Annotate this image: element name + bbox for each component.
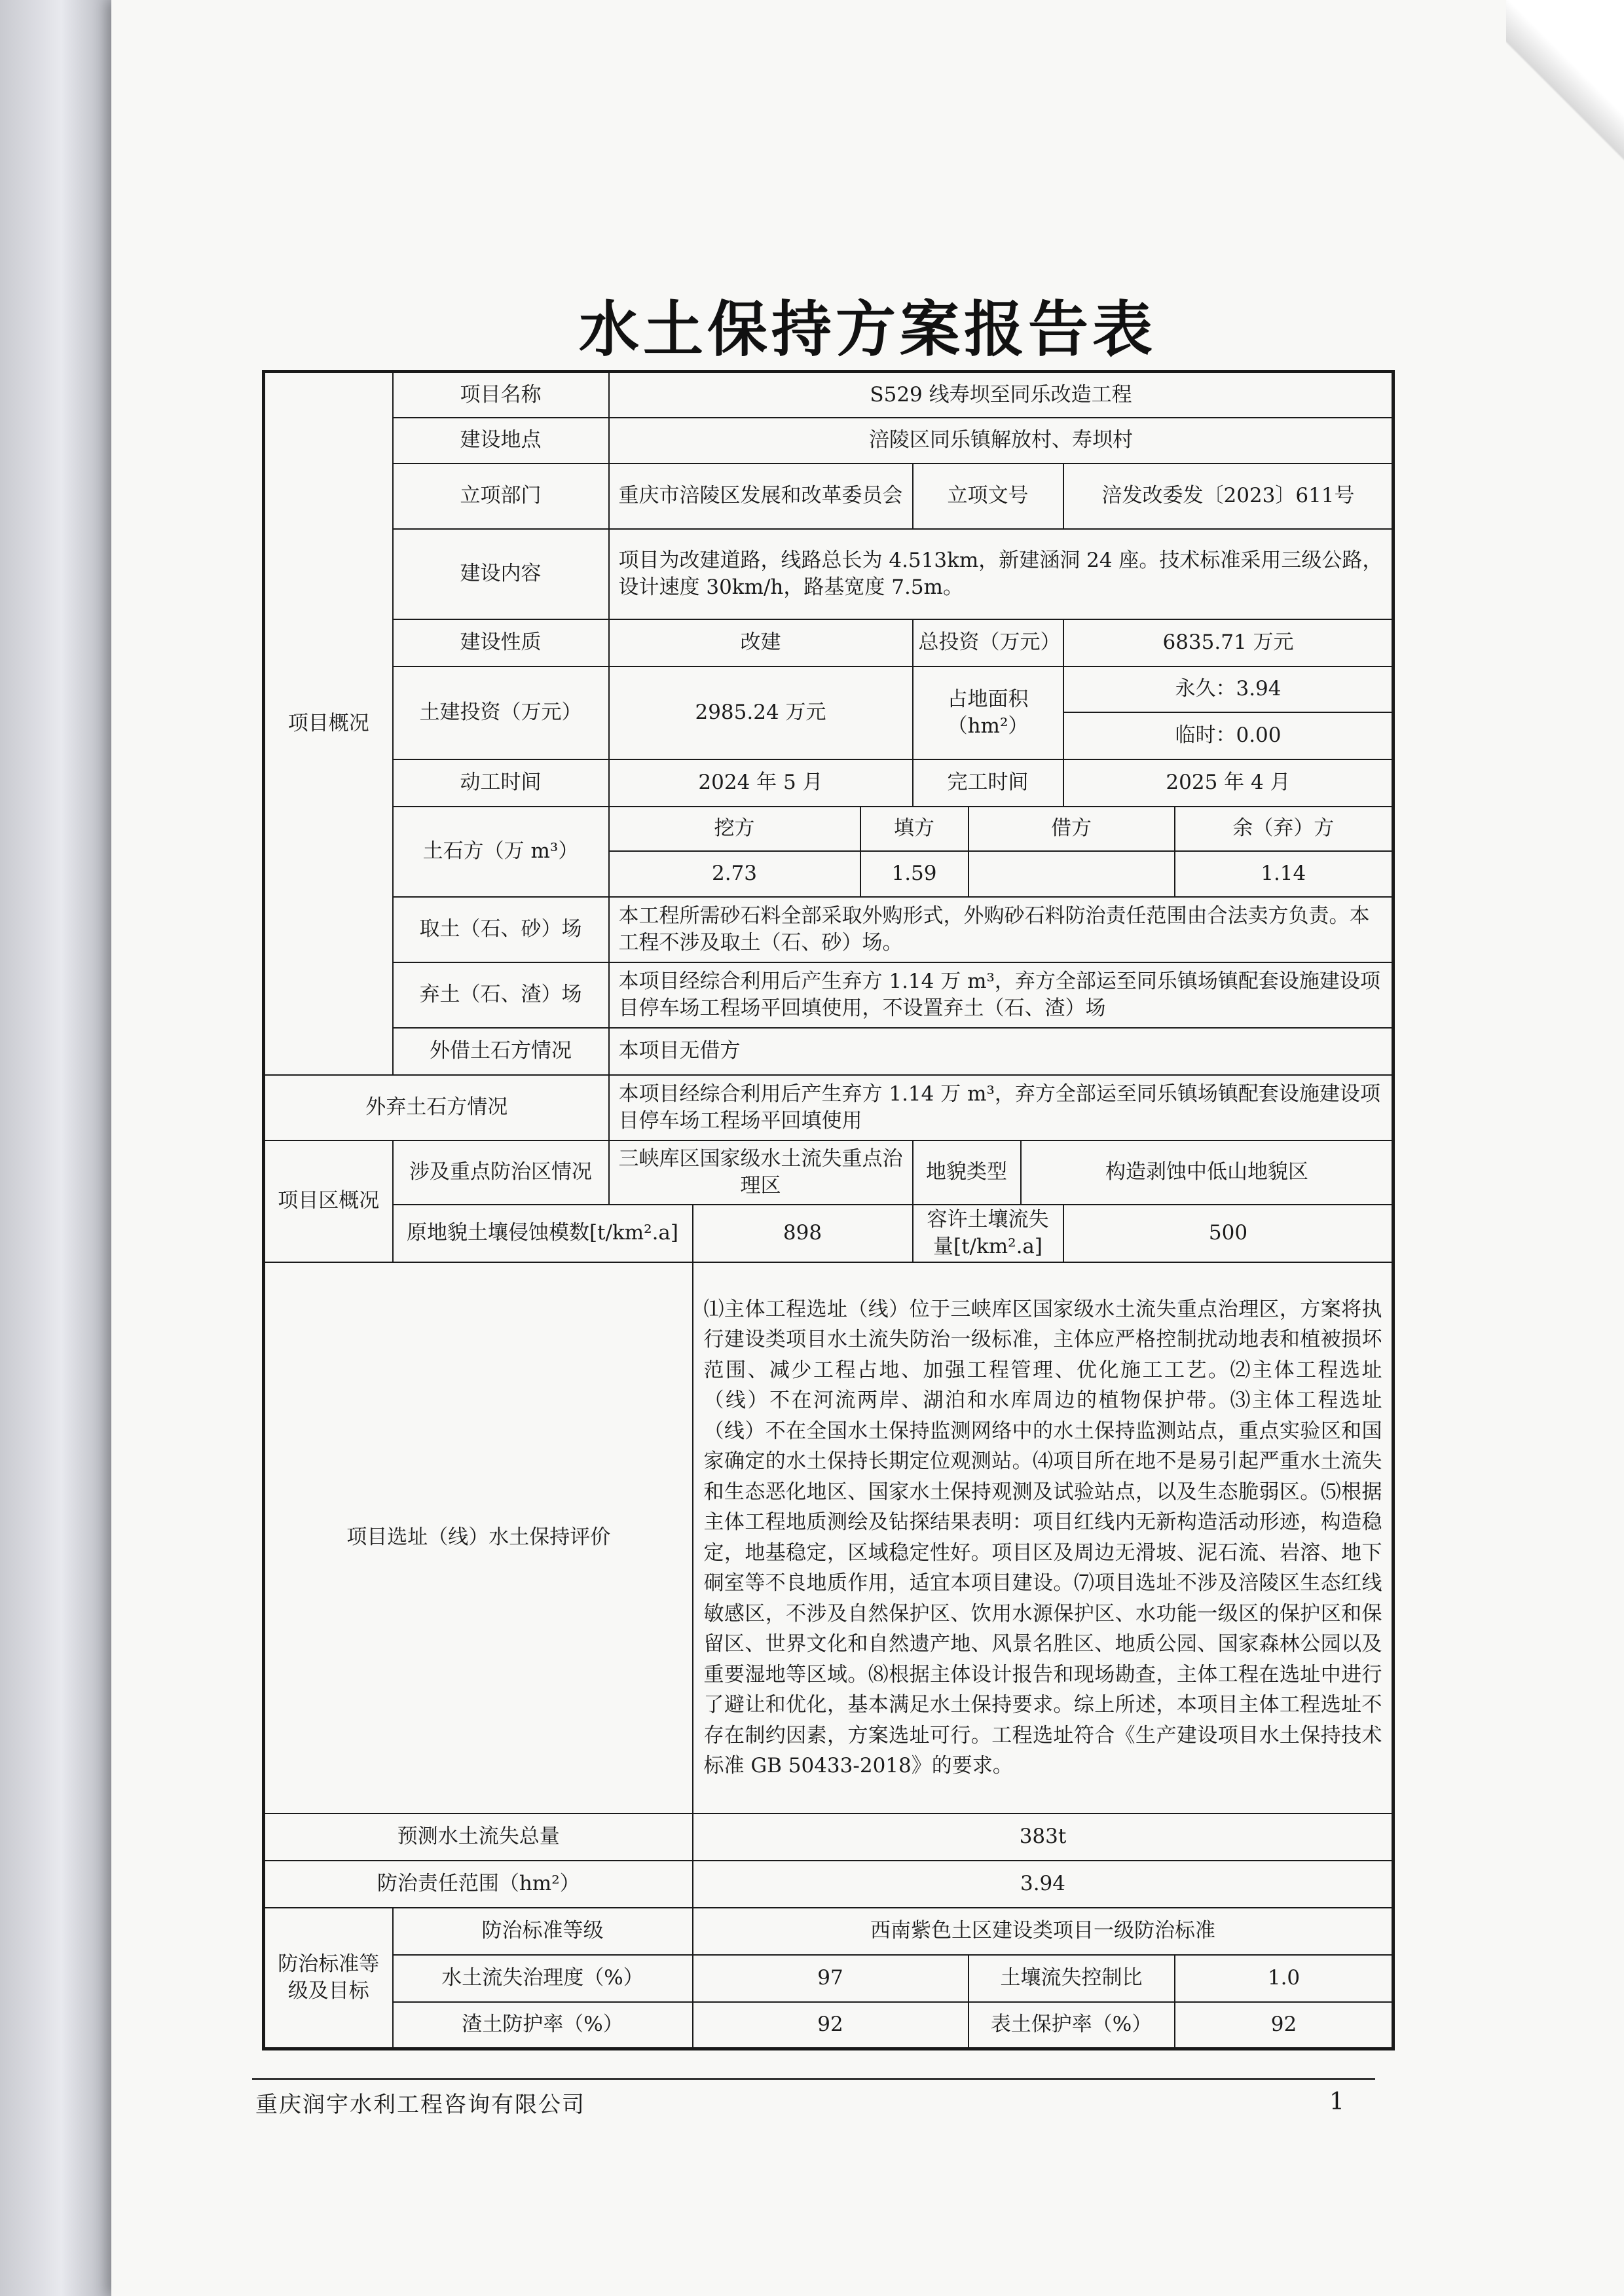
std-level-label: 防治标准等级 bbox=[393, 1908, 693, 1955]
approval-dept-label: 立项部门 bbox=[393, 464, 609, 529]
page-number: 1 bbox=[1329, 2088, 1344, 2115]
folded-corner bbox=[1506, 0, 1624, 170]
control-label: 水土流失治理度（%） bbox=[393, 1955, 693, 2002]
row-erosion bbox=[264, 1205, 1393, 1262]
start-time-label: 动工时间 bbox=[393, 759, 609, 807]
key-area-label: 涉及重点防治区情况 bbox=[393, 1140, 609, 1205]
responsibility-value: 3.94 bbox=[693, 1861, 1393, 1908]
slag-label: 渣土防护率（%） bbox=[393, 2002, 693, 2049]
topsoil-value: 92 bbox=[1175, 2002, 1393, 2049]
ext-borrow-value: 本项目无借方 bbox=[609, 1028, 1393, 1075]
earthwork-label: 土石方（万 m³） bbox=[393, 807, 609, 897]
row-control bbox=[264, 1955, 1393, 2002]
ext-spoil-value: 本项目经综合利用后产生弃方 1.14 万 m³，弃方全部运至同乐镇场镇配套设施建设项目停车场工程场平回填使用 bbox=[609, 1075, 1393, 1140]
cut-value: 2.73 bbox=[609, 851, 860, 897]
project-name-label: 项目名称 bbox=[393, 372, 609, 418]
row-location bbox=[264, 418, 1393, 464]
ext-borrow-label: 外借土石方情况 bbox=[393, 1028, 609, 1075]
location-label: 建设地点 bbox=[393, 418, 609, 464]
erosion-value: 898 bbox=[693, 1205, 913, 1262]
content-value: 项目为改建道路，线路总长为 4.513km，新建涵洞 24 座。技术标准采用三级公路，设计速度 30km/h，路基宽度 7.5m。 bbox=[609, 529, 1393, 619]
std-level-value: 西南紫色土区建设类项目一级防治标准 bbox=[693, 1908, 1393, 1955]
landform-value: 构造剥蚀中低山地貌区 bbox=[1021, 1140, 1393, 1205]
project-name-value: S529 线寿坝至同乐改造工程 bbox=[609, 372, 1393, 418]
section-overview: 项目概况 bbox=[264, 372, 393, 1075]
slag-value: 92 bbox=[693, 2002, 969, 2049]
spoil-site-label: 弃土（石、渣）场 bbox=[393, 962, 609, 1028]
approval-doc-label: 立项文号 bbox=[913, 464, 1063, 529]
land-permanent: 永久：3.94 bbox=[1063, 666, 1393, 712]
cut-label: 挖方 bbox=[609, 807, 860, 851]
start-time-value: 2024 年 5 月 bbox=[609, 759, 913, 807]
spoil-value: 1.14 bbox=[1175, 851, 1393, 897]
fill-label: 填方 bbox=[860, 807, 969, 851]
total-invest-label: 总投资（万元） bbox=[913, 619, 1063, 666]
row-borrow-site bbox=[264, 897, 1393, 962]
site-eval-value: ⑴主体工程选址（线）位于三峡库区国家级水土流失重点治理区，方案将执行建设类项目水土流失防治一级标准，主体应严格控制扰动地表和植被损坏范围、减少工程占地、加强工程管理、优化施工工艺。⑵主体工程选址（线）不在河流两岸、湖泊和水库周边的植物保护带。⑶主体工程选址（线）不在全国水土保持监测网络中的水土保持监测站点，重点实验区和国家确定的水土保持长期定位观测站。⑷项目所在地不是易引起严重水土流失和生态恶化地区、国家水土保持观测及试验站点，以及生态脆弱区。⑸根据主体工程地质测绘及钻探结果表明：项目红线内无新构造活动形迹，构造稳定，地基稳定，区域稳定性好。项目区及周边无滑坡、泥石流、岩溶、地下硐室等不良地质作用，适宜本项目建设。⑺项目选址不涉及涪陵区生态红线敏感区，不涉及自然保护区、饮用水源保护区、水功能一级区的保护区和保留区、世界文化和自然遗产地、风景名胜区、地质公园、国家森林公园以及重要湿地等区域。⑻根据主体设计报告和现场勘查，主体工程在选址中进行了避让和优化，基本满足水土保持要求。综上所述，本项目主体工程选址不存在制约因素，方案选址可行。工程选址符合《生产建设项目水土保持技术标准 GB 50433-2018》的要求。 bbox=[693, 1262, 1393, 1813]
approval-dept-value: 重庆市涪陵区发展和改革委员会 bbox=[609, 464, 913, 529]
borrow-site-value: 本工程所需砂石料全部采取外购形式，外购砂石料防治责任范围由合法卖方负责。本工程不涉及取土（石、砂）场。 bbox=[609, 897, 1393, 962]
row-site-eval bbox=[264, 1262, 1393, 1813]
land-temporary: 临时：0.00 bbox=[1063, 712, 1393, 759]
row-earthwork-header bbox=[264, 807, 1393, 851]
row-content bbox=[264, 529, 1393, 619]
row-nature bbox=[264, 619, 1393, 666]
footer-company: 重庆润宇水利工程咨询有限公司 bbox=[255, 2092, 585, 2118]
control-value: 97 bbox=[693, 1955, 969, 2002]
erosion-label: 原地貌土壤侵蚀模数[t/km².a] bbox=[393, 1205, 693, 1262]
row-slag bbox=[264, 2002, 1393, 2049]
scan-binding-edge bbox=[0, 0, 111, 2296]
key-area-value: 三峡库区国家级水土流失重点治理区 bbox=[609, 1140, 913, 1205]
landform-label: 地貌类型 bbox=[913, 1140, 1021, 1205]
row-ext-borrow bbox=[264, 1028, 1393, 1075]
nature-value: 改建 bbox=[609, 619, 913, 666]
row-civil-invest bbox=[264, 666, 1393, 712]
predict-value: 383t bbox=[693, 1813, 1393, 1861]
allow-loss-value: 500 bbox=[1063, 1205, 1393, 1262]
total-invest-value: 6835.71 万元 bbox=[1063, 619, 1393, 666]
civil-invest-value: 2985.24 万元 bbox=[609, 666, 913, 759]
content-label: 建设内容 bbox=[393, 529, 609, 619]
land-area-label: 占地面积（hm²） bbox=[913, 666, 1063, 759]
row-ext-spoil bbox=[264, 1075, 1393, 1140]
borrow-value bbox=[969, 851, 1175, 897]
site-eval-label: 项目选址（线）水土保持评价 bbox=[264, 1262, 693, 1813]
civil-invest-label: 土建投资（万元） bbox=[393, 666, 609, 759]
row-std-level bbox=[264, 1908, 1393, 1955]
responsibility-label: 防治责任范围（hm²） bbox=[264, 1861, 693, 1908]
end-time-label: 完工时间 bbox=[913, 759, 1063, 807]
row-spoil-site bbox=[264, 962, 1393, 1028]
row-predict bbox=[264, 1813, 1393, 1861]
approval-doc-value: 涪发改委发〔2023〕611号 bbox=[1063, 464, 1393, 529]
loss-ratio-label: 土壤流失控制比 bbox=[969, 1955, 1175, 2002]
footer-rule bbox=[252, 2078, 1375, 2080]
section-area: 项目区概况 bbox=[264, 1140, 393, 1262]
nature-label: 建设性质 bbox=[393, 619, 609, 666]
topsoil-label: 表土保护率（%） bbox=[969, 2002, 1175, 2049]
row-responsibility bbox=[264, 1861, 1393, 1908]
predict-label: 预测水土流失总量 bbox=[264, 1813, 693, 1861]
fill-value: 1.59 bbox=[860, 851, 969, 897]
report-table bbox=[262, 370, 1395, 2050]
row-schedule bbox=[264, 759, 1393, 807]
borrow-label: 借方 bbox=[969, 807, 1175, 851]
row-project-name bbox=[264, 372, 1393, 418]
section-standard: 防治标准等级及目标 bbox=[264, 1908, 393, 2049]
location-value: 涪陵区同乐镇解放村、寿坝村 bbox=[609, 418, 1393, 464]
borrow-site-label: 取土（石、砂）场 bbox=[393, 897, 609, 962]
row-approval bbox=[264, 464, 1393, 529]
ext-spoil-label: 外弃土石方情况 bbox=[264, 1075, 609, 1140]
document-title: 水土保持方案报告表 bbox=[578, 294, 1156, 365]
allow-loss-label: 容许土壤流失量[t/km².a] bbox=[913, 1205, 1063, 1262]
row-key-area bbox=[264, 1140, 1393, 1205]
end-time-value: 2025 年 4 月 bbox=[1063, 759, 1393, 807]
spoil-label: 余（弃）方 bbox=[1175, 807, 1393, 851]
loss-ratio-value: 1.0 bbox=[1175, 1955, 1393, 2002]
spoil-site-value: 本项目经综合利用后产生弃方 1.14 万 m³，弃方全部运至同乐镇场镇配套设施建设项目停车场工程场平回填使用，不设置弃土（石、渣）场 bbox=[609, 962, 1393, 1028]
